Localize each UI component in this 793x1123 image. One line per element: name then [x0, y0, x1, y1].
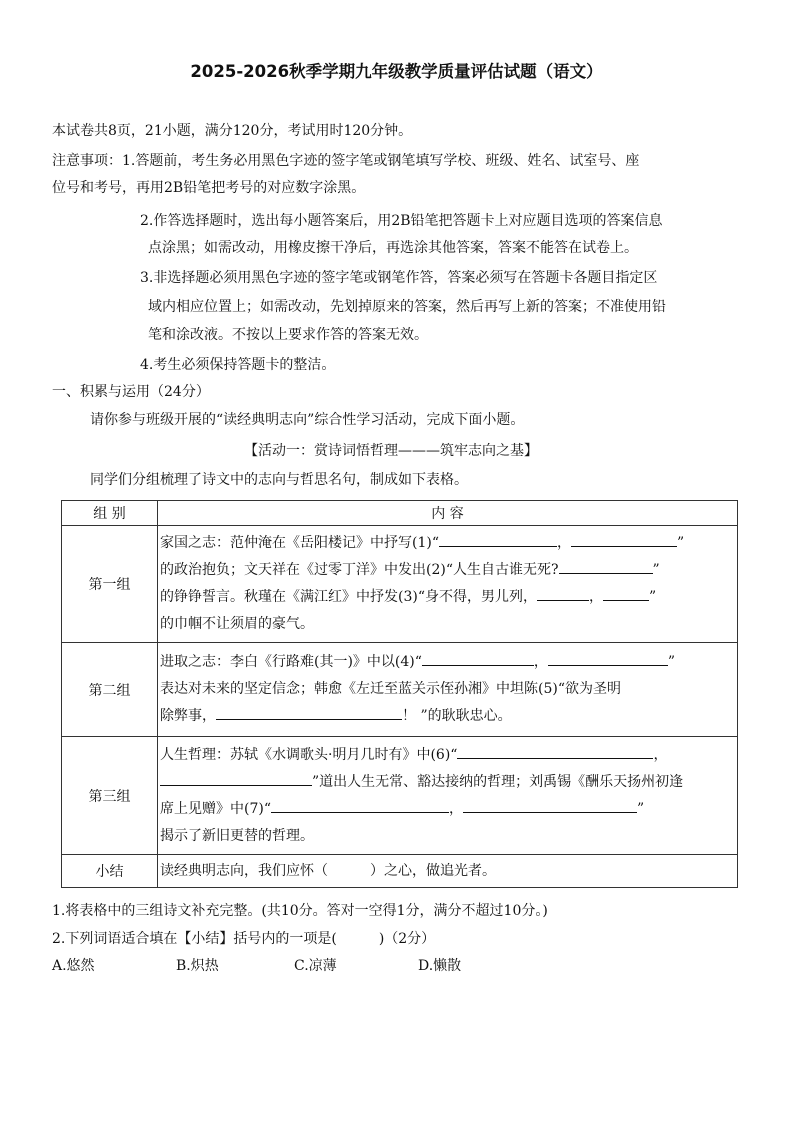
notice-label: 注意事项： [52, 153, 122, 169]
row1-text: 的政治抱负；文天祥在《过零丁洋》中发出(2)“人生自古谁无死? [160, 562, 559, 578]
notice-item4: 4.考生必须保持答题卡的整洁。 [140, 357, 336, 373]
summary-content: 读经典明志向，我们应怀（ ）之心，做追光者。 [158, 855, 738, 888]
answer-blank-1a[interactable] [439, 531, 557, 547]
row1-text: 的巾帼不让须眉的豪气。 [160, 616, 314, 632]
row2-text: ！ ”的耿耿忠心。 [402, 708, 512, 724]
section-heading: 一、积累与运用（24分） [52, 384, 210, 400]
notice-item2-line1: 2.作答选择题时，选出每小题答案后，用2B铅笔把答题卡上对应题目选项的答案信息 [140, 213, 663, 229]
answer-blank-6b[interactable] [160, 770, 312, 786]
group-1-content [158, 526, 738, 643]
notice-item1-a: 1.答题前，考生务必用黑色字迹的签字笔或钢笔填写学校、班级、姓名、试室号、座 [122, 153, 640, 169]
poetry-table [61, 500, 738, 888]
summary-label: 小结 [62, 855, 158, 888]
question-2: 2.下列词语适合填在【小结】括号内的一项是( )（2分） [52, 931, 436, 947]
header-content: 内 容 [158, 501, 738, 526]
row3-text: ”道出人生无常、豁达接纳的哲理；刘禹锡《酬乐天扬州初逢 [312, 773, 684, 790]
row1-quote: ” [677, 535, 685, 551]
row2-text: 表达对未来的坚定信念；韩愈《左迁至蓝关示侄孙湘》中坦陈(5)“欲为圣明 [160, 681, 621, 697]
group-2-content [158, 643, 738, 737]
answer-blank-7a[interactable] [271, 797, 449, 813]
exam-intro: 本试卷共8页，21小题，满分120分，考试用时120分钟。 [52, 123, 413, 139]
row3-comma: ， [653, 746, 668, 763]
answer-blank-6a[interactable] [457, 743, 653, 759]
row3-text: 揭示了新旧更替的哲理。 [160, 827, 314, 844]
answer-blank-3b[interactable] [603, 585, 649, 601]
row1-text: 的铮铮誓言。秋瑾在《满江红》中抒发(3)“身不得，男儿列， [160, 589, 537, 605]
notice-item1-line1 [52, 151, 639, 171]
option-c[interactable]: C.凉薄 [294, 958, 337, 974]
notice-item1-line2: 位号和考号，再用2B铅笔把考号的对应数字涂黑。 [52, 180, 366, 196]
group-3-label: 第三组 [62, 737, 158, 855]
table-row [62, 526, 738, 643]
row2-quote: ” [667, 654, 676, 670]
row1-text: 家国之志：范仲淹在《岳阳楼记》中抒写(1)“ [160, 535, 439, 551]
answer-blank-7b[interactable] [463, 797, 637, 813]
option-b[interactable]: B.炽热 [176, 958, 219, 974]
row2-text: 进取之志：李白《行路难(其一)》中以(4)“ [160, 654, 422, 670]
row3-text: 席上见赠》中(7)“ [160, 800, 271, 817]
activity-title: 【活动一：赏诗词悟哲理———筑牢志向之基】 [244, 443, 538, 459]
notice-item3-line1: 3.非选择题必须用黑色字迹的签字笔或钢笔作答，答案必须写在答题卡各题目指定区 [140, 270, 658, 286]
table-row [62, 737, 738, 855]
row2-text: 除弊事， [160, 708, 216, 724]
table-intro: 同学们分组梳理了诗文中的志向与哲思名句，制成如下表格。 [90, 472, 468, 488]
answer-blank-3a[interactable] [537, 585, 589, 601]
answer-blank-1b[interactable] [571, 531, 677, 547]
answer-blank-2[interactable] [559, 558, 653, 574]
page-title: 2025-2026秋季学期九年级教学质量评估试题（语文） [190, 62, 603, 81]
row3-quote: ” [637, 800, 645, 817]
group-3-content [158, 737, 738, 855]
header-group: 组 别 [62, 501, 158, 526]
notice-item2-line2: 点涂黑；如需改动，用橡皮擦干净后，再选涂其他答案，答案不能答在试卷上。 [148, 240, 638, 256]
table-header-row [62, 501, 738, 526]
row1-comma: ， [557, 535, 571, 551]
answer-blank-4b[interactable] [548, 650, 668, 666]
group-1-label: 第一组 [62, 526, 158, 643]
row3-comma: ， [449, 800, 463, 817]
row2-comma: ， [533, 654, 548, 670]
row1-quote: ” [652, 562, 660, 578]
row1-quote: ” [649, 589, 657, 605]
notice-item3-line3: 笔和涂改液。不按以上要求作答的答案无效。 [148, 327, 428, 343]
table-row [62, 643, 738, 737]
answer-blank-5[interactable] [216, 704, 402, 720]
table-row [62, 855, 738, 888]
activity-intro: 请你参与班级开展的“读经典明志向”综合性学习活动，完成下面小题。 [90, 412, 525, 428]
option-d[interactable]: D.懒散 [418, 958, 462, 974]
option-a[interactable]: A.悠然 [52, 958, 95, 974]
row3-text: 人生哲理：苏轼《水调歌头·明月几时有》中(6)“ [160, 746, 458, 763]
notice-item3-line2: 域内相应位置上；如需改动，先划掉原来的答案，然后再写上新的答案；不准使用铅 [148, 299, 666, 315]
answer-blank-4a[interactable] [422, 650, 534, 666]
row1-comma: ， [589, 589, 603, 605]
question-1: 1.将表格中的三组诗文补充完整。(共10分。答对一空得1分，满分不超过10分。) [52, 903, 548, 919]
group-2-label: 第二组 [62, 643, 158, 737]
